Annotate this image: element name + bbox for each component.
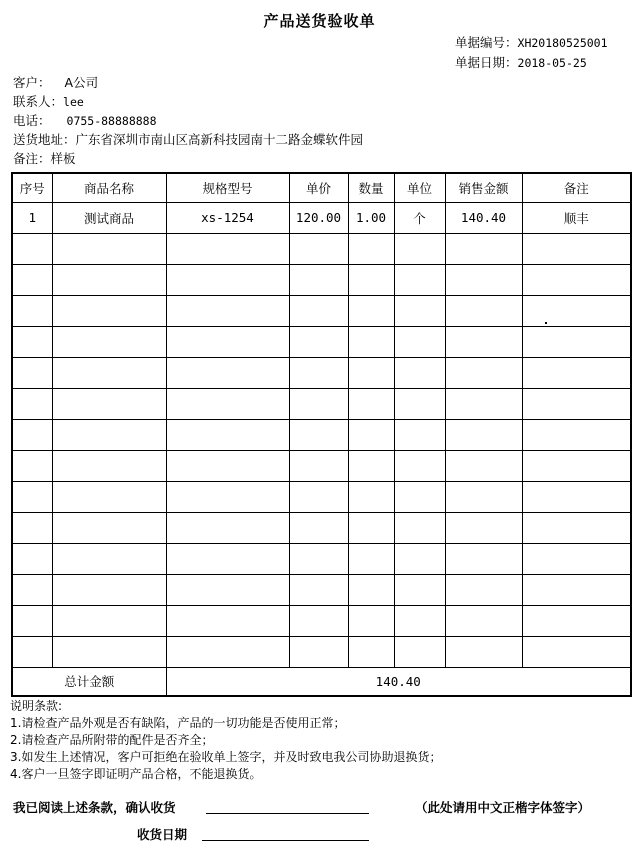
- empty-cell: [166, 512, 289, 543]
- empty-cell: [522, 264, 631, 295]
- empty-cell: [445, 481, 522, 512]
- empty-table-row: [12, 481, 631, 512]
- empty-cell: [522, 481, 631, 512]
- address-field: [13, 130, 363, 148]
- empty-cell: [289, 233, 348, 264]
- empty-cell: [394, 295, 445, 326]
- remark-field: [13, 149, 76, 167]
- empty-cell: [348, 450, 394, 481]
- cell-unit: 个: [394, 202, 445, 233]
- empty-cell: [12, 574, 52, 605]
- empty-table-row: [12, 357, 631, 388]
- empty-cell: [348, 543, 394, 574]
- table-header-row: [12, 173, 631, 202]
- cell-amount: 140.40: [445, 202, 522, 233]
- empty-cell: [445, 326, 522, 357]
- cell-quantity: 1.00: [348, 202, 394, 233]
- empty-cell: [52, 264, 166, 295]
- empty-table-row: [12, 574, 631, 605]
- empty-cell: [348, 357, 394, 388]
- empty-cell: [348, 264, 394, 295]
- empty-cell: [289, 264, 348, 295]
- empty-cell: [348, 326, 394, 357]
- cell-spec: xs-1254: [166, 202, 289, 233]
- empty-cell: [394, 543, 445, 574]
- empty-cell: [166, 264, 289, 295]
- terms-item-4: 4.客户一旦签字即证明产品合格，不能退换货。: [10, 767, 262, 781]
- empty-cell: [348, 295, 394, 326]
- address-value: 广东省深圳市南山区高新科技园南十二路金蝶软件园: [75, 132, 364, 147]
- doc-date-label: 单据日期：: [455, 55, 518, 70]
- empty-cell: [12, 264, 52, 295]
- empty-cell: [52, 574, 166, 605]
- empty-cell: [394, 233, 445, 264]
- empty-cell: [166, 574, 289, 605]
- col-header-unit: 单位: [394, 173, 445, 202]
- empty-cell: [166, 543, 289, 574]
- empty-cell: [166, 636, 289, 667]
- empty-cell: [12, 481, 52, 512]
- doc-number-label: 单据编号：: [455, 35, 518, 50]
- empty-table-row: [12, 295, 631, 326]
- empty-cell: [348, 388, 394, 419]
- empty-cell: [12, 419, 52, 450]
- total-label: 总计金额: [12, 667, 166, 696]
- empty-cell: [445, 295, 522, 326]
- col-header-remark: 备注: [522, 173, 631, 202]
- empty-table-row: [12, 512, 631, 543]
- empty-table-row: [12, 543, 631, 574]
- receipt-date-label: 收货日期: [137, 827, 188, 842]
- empty-cell: [12, 295, 52, 326]
- empty-cell: [394, 419, 445, 450]
- customer-value: A公司: [64, 75, 99, 90]
- customer-field: [13, 73, 98, 91]
- empty-cell: [52, 636, 166, 667]
- col-header-index: 序号: [12, 173, 52, 202]
- empty-cell: [522, 233, 631, 264]
- empty-cell: [52, 481, 166, 512]
- empty-table-row: [12, 419, 631, 450]
- empty-cell: [12, 233, 52, 264]
- empty-cell: [289, 419, 348, 450]
- confirm-receipt-label: 我已阅读上述条款，确认收货: [13, 800, 176, 815]
- empty-cell: [445, 636, 522, 667]
- empty-cell: [289, 636, 348, 667]
- empty-cell: [445, 450, 522, 481]
- doc-date-value: 2018-05-25: [517, 56, 587, 70]
- empty-cell: [12, 543, 52, 574]
- empty-table-row: [12, 450, 631, 481]
- empty-cell: [166, 233, 289, 264]
- empty-cell: [394, 481, 445, 512]
- empty-table-row: [12, 326, 631, 357]
- cell-remark: 顺丰: [522, 202, 631, 233]
- empty-cell: [52, 543, 166, 574]
- empty-cell: [522, 543, 631, 574]
- empty-cell: [348, 512, 394, 543]
- empty-cell: [52, 326, 166, 357]
- empty-cell: [166, 450, 289, 481]
- customer-label: 客户：: [13, 75, 51, 90]
- receipt-date-line[interactable]: [202, 840, 369, 841]
- empty-cell: [289, 450, 348, 481]
- empty-cell: [12, 357, 52, 388]
- empty-cell: [166, 295, 289, 326]
- terms-item-3: 3.如发生上述情况，客户可拒绝在验收单上签字，并及时致电我公司协助退换货；: [10, 750, 442, 764]
- stray-mark: [545, 322, 547, 324]
- goods-table: [11, 172, 632, 697]
- terms-heading: 说明条款:: [10, 699, 63, 713]
- doc-number-value: XH20180525001: [517, 36, 608, 50]
- empty-cell: [166, 605, 289, 636]
- empty-cell: [52, 419, 166, 450]
- empty-cell: [445, 419, 522, 450]
- empty-cell: [348, 419, 394, 450]
- contact-value: lee: [63, 95, 84, 109]
- empty-cell: [445, 264, 522, 295]
- empty-cell: [348, 481, 394, 512]
- empty-cell: [394, 605, 445, 636]
- empty-cell: [394, 450, 445, 481]
- empty-cell: [52, 512, 166, 543]
- col-header-product-name: 商品名称: [52, 173, 166, 202]
- empty-cell: [12, 450, 52, 481]
- signature-note: （此处请用中文正楷字体签字）: [415, 800, 591, 815]
- empty-cell: [522, 419, 631, 450]
- empty-cell: [289, 605, 348, 636]
- empty-cell: [12, 388, 52, 419]
- empty-cell: [394, 636, 445, 667]
- empty-cell: [522, 605, 631, 636]
- empty-cell: [289, 574, 348, 605]
- empty-table-row: [12, 388, 631, 419]
- col-header-amount: 销售金额: [445, 173, 522, 202]
- empty-cell: [52, 233, 166, 264]
- empty-cell: [52, 605, 166, 636]
- empty-cell: [522, 512, 631, 543]
- terms-item-2: 2.请检查产品所附带的配件是否齐全；: [10, 733, 214, 747]
- doc-date: [455, 53, 587, 71]
- empty-cell: [52, 450, 166, 481]
- address-label: 送货地址：: [13, 132, 76, 147]
- empty-cell: [522, 636, 631, 667]
- empty-cell: [166, 326, 289, 357]
- empty-cell: [289, 543, 348, 574]
- empty-table-row: [12, 605, 631, 636]
- document-title: 产品送货验收单: [263, 12, 376, 30]
- phone-label: 电话：: [13, 113, 51, 128]
- empty-cell: [12, 636, 52, 667]
- empty-cell: [522, 388, 631, 419]
- empty-cell: [12, 512, 52, 543]
- remark-value: 样板: [50, 151, 76, 166]
- remark-label: 备注：: [13, 151, 51, 166]
- cell-product-name: 测试商品: [52, 202, 166, 233]
- empty-cell: [289, 512, 348, 543]
- col-header-quantity: 数量: [348, 173, 394, 202]
- empty-cell: [12, 605, 52, 636]
- empty-table-row: [12, 636, 631, 667]
- empty-cell: [289, 388, 348, 419]
- empty-cell: [522, 357, 631, 388]
- empty-cell: [348, 574, 394, 605]
- empty-cell: [394, 264, 445, 295]
- empty-table-row: [12, 264, 631, 295]
- col-header-unit-price: 单价: [289, 173, 348, 202]
- empty-cell: [166, 481, 289, 512]
- empty-cell: [12, 326, 52, 357]
- total-row: [12, 667, 631, 696]
- empty-cell: [289, 357, 348, 388]
- contact-field: [13, 92, 84, 110]
- cell-unit-price: 120.00: [289, 202, 348, 233]
- empty-cell: [445, 233, 522, 264]
- empty-cell: [394, 326, 445, 357]
- empty-cell: [445, 357, 522, 388]
- empty-cell: [394, 357, 445, 388]
- empty-cell: [445, 512, 522, 543]
- empty-cell: [289, 326, 348, 357]
- empty-cell: [394, 388, 445, 419]
- empty-cell: [166, 419, 289, 450]
- phone-field: [13, 111, 157, 129]
- empty-table-row: [12, 233, 631, 264]
- empty-cell: [445, 574, 522, 605]
- empty-cell: [445, 543, 522, 574]
- empty-cell: [289, 295, 348, 326]
- terms-section: [10, 698, 441, 783]
- cell-index: 1: [12, 202, 52, 233]
- total-value: 140.40: [166, 667, 631, 696]
- empty-cell: [52, 357, 166, 388]
- empty-cell: [445, 388, 522, 419]
- terms-item-1: 1.请检查产品外观是否有缺陷，产品的一切功能是否使用正常；: [10, 716, 346, 730]
- empty-cell: [522, 295, 631, 326]
- table-row: [12, 202, 631, 233]
- empty-cell: [166, 357, 289, 388]
- empty-cell: [348, 636, 394, 667]
- empty-cell: [394, 512, 445, 543]
- empty-cell: [348, 605, 394, 636]
- contact-label: 联系人：: [13, 94, 64, 109]
- empty-cell: [522, 326, 631, 357]
- empty-cell: [52, 388, 166, 419]
- col-header-spec: 规格型号: [166, 173, 289, 202]
- empty-cell: [445, 605, 522, 636]
- empty-cell: [289, 481, 348, 512]
- empty-cell: [348, 233, 394, 264]
- signature-line[interactable]: [206, 813, 369, 814]
- empty-cell: [394, 574, 445, 605]
- empty-cell: [522, 574, 631, 605]
- empty-cell: [52, 295, 166, 326]
- phone-value: 0755-88888888: [66, 114, 157, 128]
- doc-number: [455, 33, 608, 51]
- empty-cell: [522, 450, 631, 481]
- empty-cell: [166, 388, 289, 419]
